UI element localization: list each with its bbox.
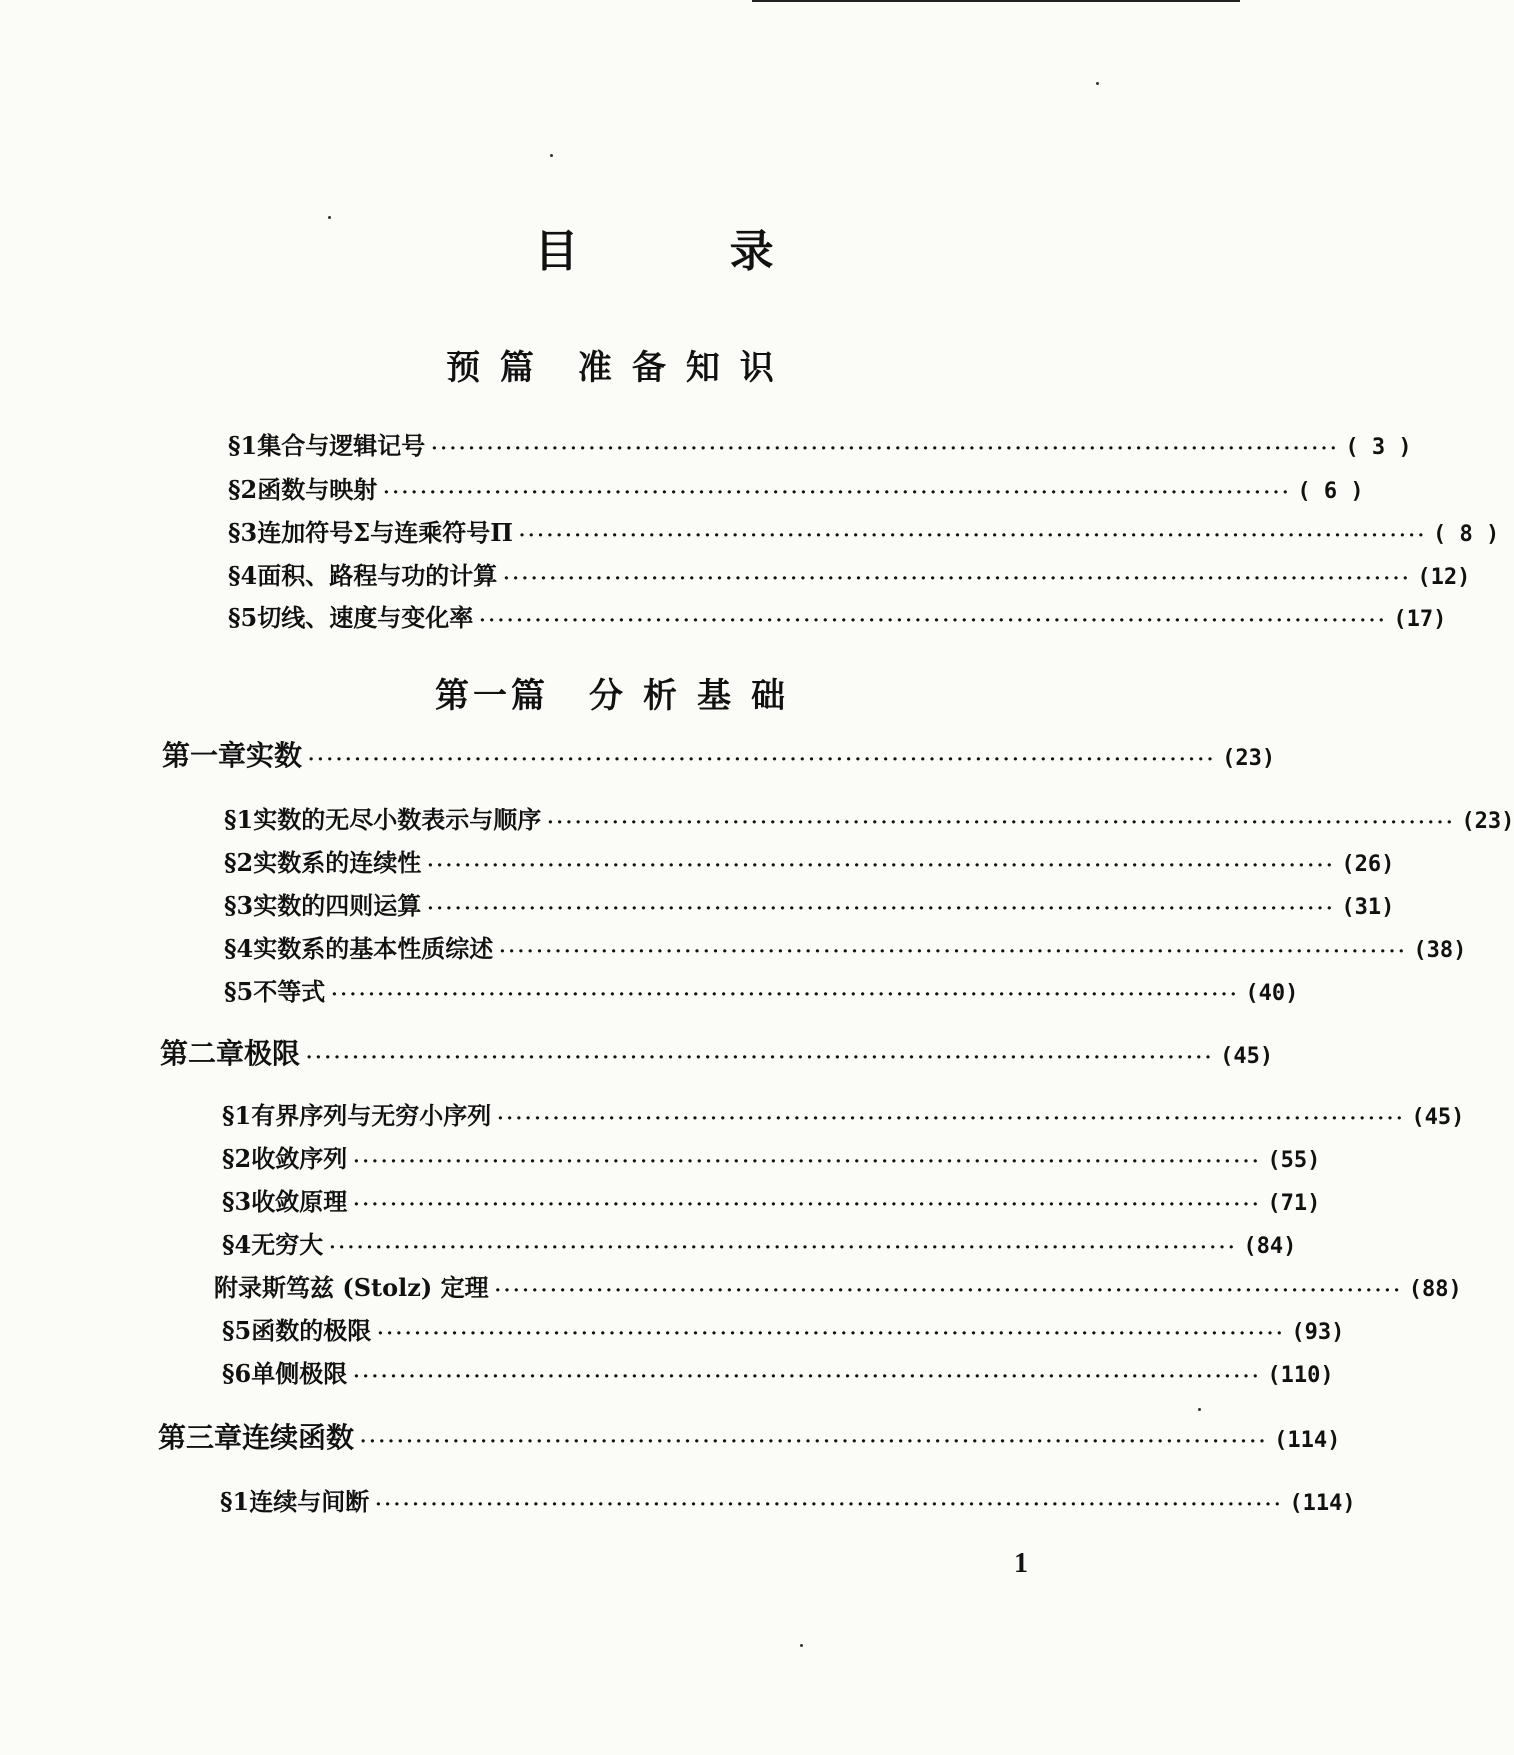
- scan-speck: [1096, 82, 1099, 85]
- leader-dots: ··································································································: [377, 1323, 1286, 1344]
- chapter-title: 实数: [246, 739, 303, 772]
- toc-chapter[interactable]: [160, 1036, 1274, 1076]
- entry-title: 切线、速度与变化率: [257, 603, 474, 632]
- entry-title: 收敛序列: [251, 1144, 348, 1173]
- part-heading-pre-name: 准备知识: [577, 348, 794, 388]
- entry-number: §1: [228, 431, 258, 460]
- entry-number: §6: [222, 1359, 252, 1388]
- entry-number: §3: [224, 891, 254, 920]
- entry-title: 单侧极限: [251, 1359, 348, 1388]
- top-rule: [752, 0, 1240, 2]
- entry-number: §2: [222, 1144, 252, 1173]
- entry-page: (110): [1267, 1363, 1334, 1388]
- leader-dots: ··································································································: [308, 749, 1217, 770]
- part-heading-one: [0, 672, 1240, 720]
- toc-entry-appendix[interactable]: [214, 1270, 1462, 1309]
- entry-title: 函数的极限: [251, 1316, 372, 1345]
- entry-number: §5: [224, 977, 254, 1006]
- entry-page: (12): [1417, 565, 1471, 590]
- leader-dots: ··································································································: [479, 610, 1388, 631]
- entry-page: (45): [1411, 1105, 1465, 1130]
- leader-dots: ··································································································: [353, 1194, 1262, 1215]
- entry-title: 连加符号Σ与连乘符号Π: [257, 518, 513, 547]
- toc-entry[interactable]: [222, 1356, 1334, 1395]
- toc-entry[interactable]: [222, 1184, 1321, 1223]
- entry-number: §5: [228, 603, 258, 632]
- chapter-number: 第一章: [162, 739, 247, 772]
- toc-entry[interactable]: [224, 974, 1299, 1013]
- part-heading-pre-head: 预 篇: [446, 348, 538, 388]
- entry-number: §2: [224, 848, 254, 877]
- entry-number: §1: [224, 805, 254, 834]
- entry-title: 函数与映射: [257, 475, 378, 504]
- leader-dots: ··································································································: [353, 1151, 1262, 1172]
- toc-entry[interactable]: [222, 1313, 1345, 1352]
- part-heading-one-head: 第一篇: [435, 676, 549, 716]
- toc-chapter[interactable]: [162, 738, 1276, 778]
- entry-page: ( 3 ): [1345, 435, 1412, 460]
- chapter-title: 连续函数: [242, 1421, 355, 1454]
- toc-entry[interactable]: [228, 558, 1471, 597]
- part-heading-one-name: 分析基础: [589, 676, 805, 716]
- entry-title: 无穷大: [251, 1230, 324, 1259]
- entry-page: ( 8 ): [1433, 522, 1500, 547]
- entry-title: 实数系的连续性: [253, 848, 422, 877]
- entry-page: ( 6 ): [1297, 479, 1364, 504]
- toc-entry[interactable]: [228, 600, 1447, 639]
- toc-entry[interactable]: [222, 1227, 1297, 1266]
- scan-speck: [328, 216, 331, 219]
- page-number: 1: [1014, 1548, 1028, 1579]
- entry-title: 实数的无尽小数表示与顺序: [253, 805, 542, 834]
- leader-dots: ··································································································: [499, 941, 1408, 962]
- leader-dots: ··································································································: [306, 1047, 1215, 1068]
- toc-entry[interactable]: [222, 1141, 1321, 1180]
- entry-number: §4: [224, 934, 254, 963]
- toc-entry[interactable]: [224, 931, 1467, 970]
- entry-title: 斯笃兹 (Stolz) 定理: [262, 1273, 489, 1302]
- entry-page: (26): [1341, 852, 1395, 877]
- scan-speck: [1198, 1408, 1201, 1411]
- toc-entry[interactable]: [222, 1098, 1465, 1137]
- toc-entry[interactable]: [220, 1484, 1356, 1523]
- entry-title: 实数系的基本性质综述: [253, 934, 494, 963]
- entry-page: (93): [1291, 1320, 1345, 1345]
- entry-number: §3: [222, 1187, 252, 1216]
- leader-dots: ··································································································: [383, 482, 1292, 503]
- entry-number: §1: [220, 1487, 250, 1516]
- entry-page: (114): [1289, 1491, 1356, 1516]
- leader-dots: ··································································································: [353, 1366, 1262, 1387]
- scan-speck: [800, 1644, 803, 1647]
- entry-number: §1: [222, 1101, 252, 1130]
- entry-title: 连续与间断: [249, 1487, 370, 1516]
- entry-number: §3: [228, 518, 258, 547]
- leader-dots: ··································································································: [494, 1280, 1403, 1301]
- entry-page: (55): [1267, 1148, 1321, 1173]
- entry-number: §5: [222, 1316, 252, 1345]
- entry-title: 集合与逻辑记号: [257, 431, 426, 460]
- leader-dots: ··································································································: [547, 812, 1456, 833]
- entry-title: 不等式: [253, 977, 326, 1006]
- leader-dots: ··································································································: [360, 1431, 1269, 1452]
- entry-number: §2: [228, 475, 258, 504]
- leader-dots: ··································································································: [427, 855, 1336, 876]
- chapter-title: 极限: [244, 1037, 301, 1070]
- entry-number: 附录: [214, 1273, 262, 1302]
- entry-page: (88): [1408, 1277, 1462, 1302]
- leader-dots: ··································································································: [497, 1108, 1406, 1129]
- leader-dots: ··································································································: [329, 1237, 1238, 1258]
- leader-dots: ··································································································: [503, 568, 1412, 589]
- page-title: 目 录: [534, 226, 842, 277]
- leader-dots: ··································································································: [518, 525, 1428, 546]
- entry-page: (38): [1413, 938, 1467, 963]
- entry-page: (17): [1393, 607, 1447, 632]
- toc-entry[interactable]: [228, 428, 1412, 467]
- chapter-number: 第三章: [158, 1421, 243, 1454]
- entry-number: §4: [222, 1230, 252, 1259]
- chapter-number: 第二章: [160, 1037, 245, 1070]
- entry-page: (71): [1267, 1191, 1321, 1216]
- toc-entry[interactable]: [228, 515, 1500, 554]
- scan-speck: [550, 154, 553, 157]
- part-heading-pre: [0, 344, 1240, 392]
- toc-entry[interactable]: [224, 888, 1395, 927]
- toc-entry[interactable]: [224, 802, 1514, 841]
- toc-entry[interactable]: [224, 845, 1395, 884]
- toc-entry[interactable]: [228, 472, 1364, 511]
- entry-page: (31): [1341, 895, 1395, 920]
- entry-title: 有界序列与无穷小序列: [251, 1101, 492, 1130]
- entry-page: (40): [1245, 981, 1299, 1006]
- entry-page: (23): [1461, 809, 1514, 834]
- chapter-page: (45): [1220, 1044, 1274, 1069]
- entry-number: §4: [228, 561, 258, 590]
- entry-title: 实数的四则运算: [253, 891, 422, 920]
- toc-chapter[interactable]: [158, 1420, 1341, 1460]
- leader-dots: ··································································································: [331, 984, 1240, 1005]
- chapter-page: (114): [1274, 1428, 1341, 1453]
- leader-dots: ··································································································: [431, 438, 1340, 459]
- chapter-page: (23): [1222, 746, 1276, 771]
- entry-page: (84): [1243, 1234, 1297, 1259]
- leader-dots: ··································································································: [375, 1494, 1284, 1515]
- entry-title: 面积、路程与功的计算: [257, 561, 498, 590]
- leader-dots: ··································································································: [427, 898, 1336, 919]
- entry-title: 收敛原理: [251, 1187, 348, 1216]
